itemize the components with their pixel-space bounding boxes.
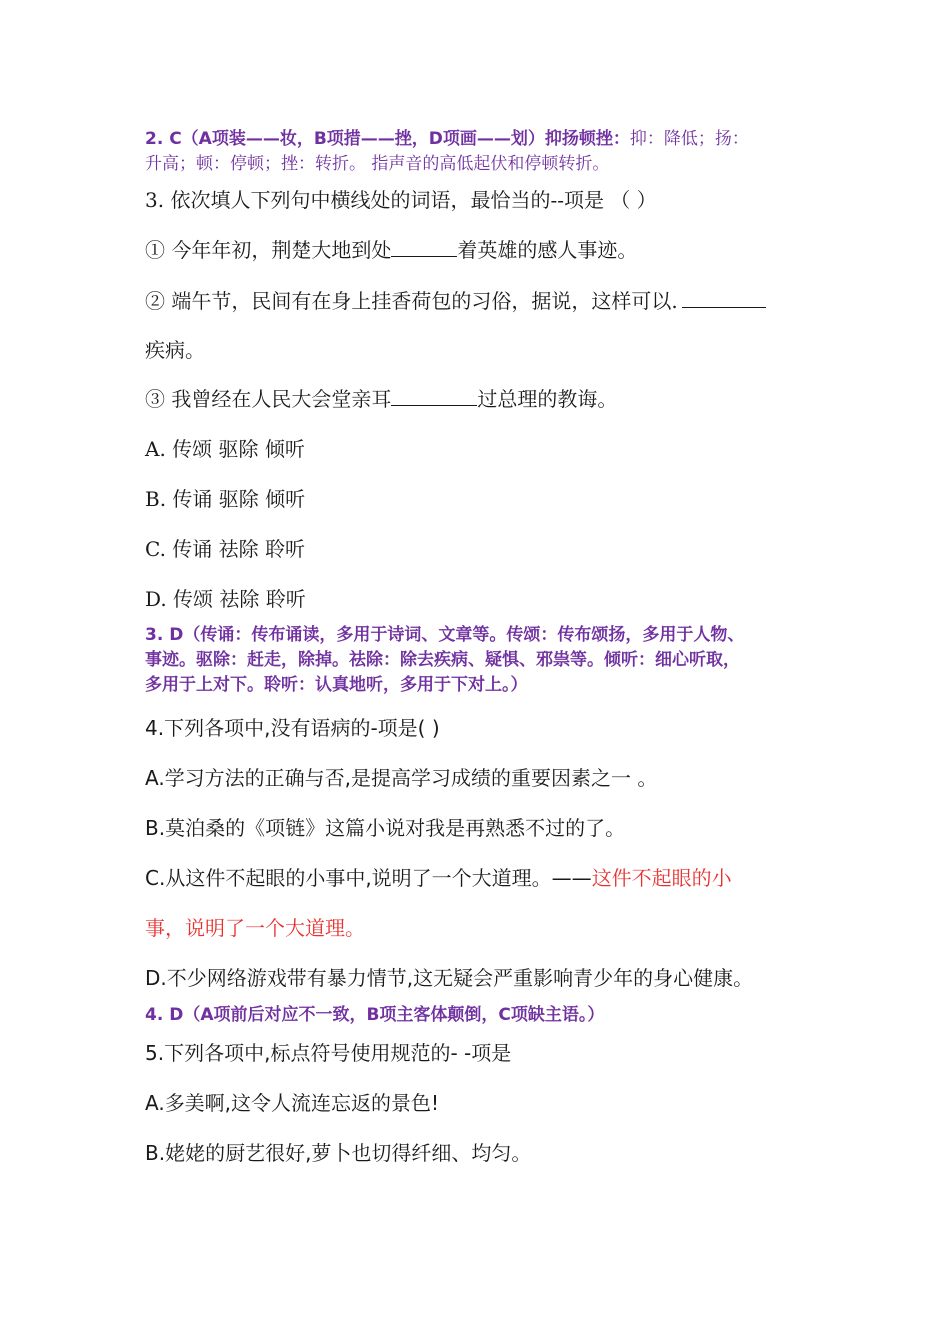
question-4-option-b: B.莫泊桑的《项链》这篇小说对我是再熟悉不过的了。 — [145, 816, 626, 840]
question-3-stem: 3. 依次填人下列句中横线处的词语，最恰当的--项是 （ ） — [145, 188, 657, 212]
question-5-stem: 5.下列各项中,标点符号使用规范的- -项是 — [145, 1041, 512, 1065]
question-4-stem: 4.下列各项中,没有语病的-项是( ) — [145, 716, 440, 740]
question-3-sentence-2-cont: 疾病。 — [145, 338, 205, 362]
question-3-sentence-2: ② 端午节，民间有在身上挂香荷包的习俗，据说，这样可以. — [145, 287, 766, 315]
answer-3-line-1: 3. D（传诵：传布诵读，多用于诗词、文章等。传颂：传布颂扬，多用于人物、 — [145, 625, 745, 645]
question-5-option-b: B.姥姥的厨艺很好,萝卜也切得纤细、均匀。 — [145, 1141, 532, 1165]
question-4-option-c: C.从这件不起眼的小事中,说明了一个大道理。——这件不起眼的小 — [145, 866, 732, 890]
fill-blank-1 — [391, 236, 457, 257]
answer-3-line-2: 事迹。驱除：赶走，除掉。祛除：除去疾病、疑惧、邪祟等。倾听：细心听取， — [145, 650, 740, 670]
question-4-option-c-correction: 事，说明了一个大道理。 — [145, 916, 365, 940]
question-3-option-c: C. 传诵 祛除 聆听 — [145, 537, 306, 561]
correction-text: 这件不起眼的小 — [591, 866, 732, 890]
question-5-option-a: A.多美啊,这令人流连忘返的景色! — [145, 1091, 440, 1115]
question-3-option-b: B. 传诵 驱除 倾听 — [145, 487, 306, 511]
question-3-option-a: A. 传颂 驱除 倾听 — [145, 437, 305, 461]
answer-4: 4. D（A项前后对应不一致，B项主客体颠倒，C项缺主语。） — [145, 1005, 605, 1025]
question-3-sentence-3: ③ 我曾经在人民大会堂亲耳 过总理的教诲。 — [145, 387, 618, 411]
question-3-option-d: D. 传颂 祛除 聆听 — [145, 587, 306, 611]
answer-2-rest: 抑：降低；扬： — [629, 129, 749, 149]
answer-3-line-3: 多用于上对下。聆听：认真地听，多用于下对上。） — [145, 675, 528, 695]
question-4-option-a: A.学习方法的正确与否,是提高学习成绩的重要因素之一 。 — [145, 766, 658, 790]
question-4-option-d: D.不少网络游戏带有暴力情节,这无疑会严重影响青少年的身心健康。 — [145, 966, 754, 990]
fill-blank-3 — [391, 385, 477, 406]
answer-2-line-2: 升高；顿：停顿；挫：转折。 指声音的高低起伏和停顿转折。 — [145, 154, 610, 174]
answer-2-line-1 — [145, 127, 749, 151]
fill-blank-2 — [682, 287, 766, 308]
answer-2-bold: 2. C（A项装——妆，B项措——挫，D项画——划）抑扬顿挫： — [145, 129, 630, 149]
question-3-sentence-1: ① 今年年初，荆楚大地到处 着英雄的感人事迹。 — [145, 238, 638, 262]
